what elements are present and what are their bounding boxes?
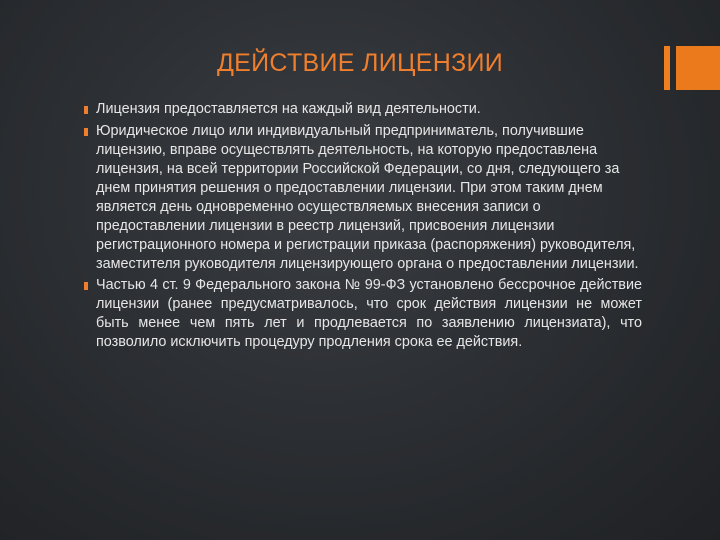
bullet-text-3: Частью 4 ст. 9 Федерального закона № 99-ФЗ установлено бессрочное действие лицензии (ранее предусматривалось, что срок действия лицензии не может быть менее чем пять лет и продлевается по заявлению лицензиата), что позволило исключить процедуру продления срока ее действия. (96, 277, 642, 350)
square-bullet-icon (84, 128, 88, 136)
slide-body (84, 96, 642, 352)
bullet-item-2 (84, 122, 642, 274)
square-bullet-icon (84, 106, 88, 114)
accent-bar-thin (664, 46, 670, 90)
accent-bar-wide (676, 46, 720, 90)
square-bullet-icon (84, 282, 88, 290)
bullet-text-1: Лицензия предоставляется на каждый вид деятельности. (96, 101, 481, 117)
bullet-item-1 (84, 100, 642, 119)
slide-title: ДЕЙСТВИЕ ЛИЦЕНЗИИ (216, 49, 504, 77)
bullet-text-2: Юридическое лицо или индивидуальный предприниматель, получившие лицензию, вправе осуществлять деятельность, на которую предоставлена лицензия, на всей территории Российской Федерации, со дня, следующего за днем принятия решения о предоставлении лицензии. При этом таким днем является день одновременно осуществляемых внесения записи о предоставлении лицензии в реестр лицензий, присвоения лицензии регистрационного номера и регистрации приказа (распоряжения) руководителя, заместителя руководителя лицензирующего органа о предоставлении лицензии. (96, 123, 639, 272)
bullet-item-3 (84, 276, 642, 352)
